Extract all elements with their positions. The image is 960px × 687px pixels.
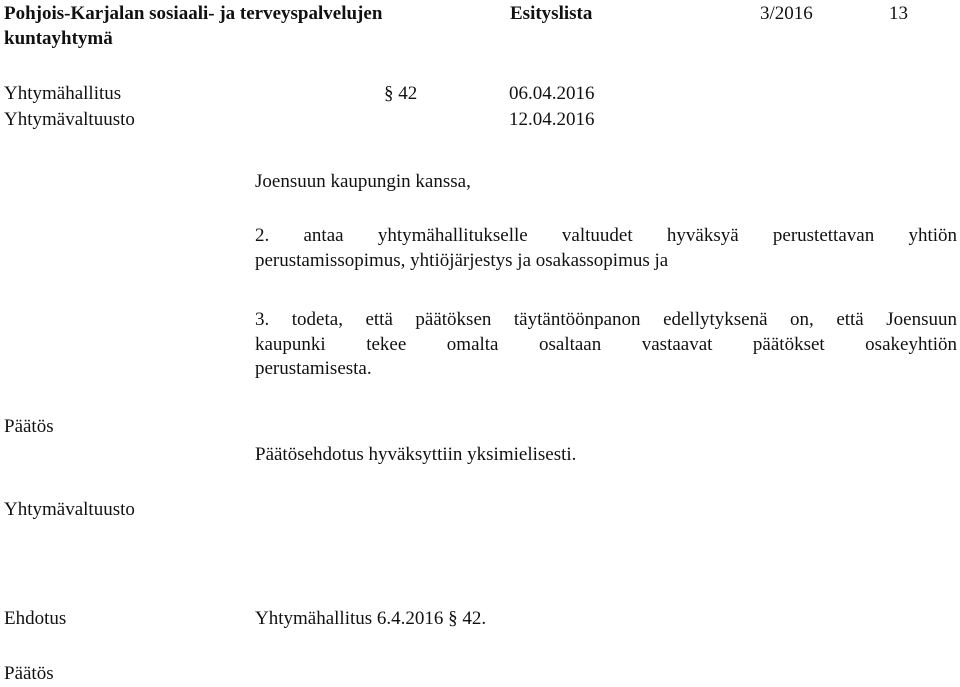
item-3-line-1: 3. todeta, että päätöksen täytäntöönpanon edellytyksenä on, että Joensuun	[255, 309, 957, 330]
decision-label-2: Päätös	[4, 663, 54, 684]
item-3-line-3: perustamisesta.	[255, 358, 372, 380]
document-type: Esityslista	[510, 3, 593, 24]
proposal-text: Yhtymähallitus 6.4.2016 § 42.	[255, 608, 487, 629]
meta-date-2: 12.04.2016	[509, 109, 595, 130]
item-3-paragraph	[255, 308, 957, 382]
council-heading: Yhtymävaltuusto	[4, 499, 135, 520]
item-2-line-2: perustamissopimus, yhtiöjärjestys ja osakassopimus ja	[255, 249, 669, 271]
meta-body-1: Yhtymähallitus	[4, 83, 122, 104]
organization-name-line1: Pohjois-Karjalan sosiaali- ja terveyspalvelujen	[4, 3, 383, 24]
item-2-line-1: 2. antaa yhtymähallitukselle valtuudet hyväksyä perustettavan yhtiön	[255, 225, 957, 246]
proposal-label: Ehdotus	[4, 608, 67, 629]
meta-date-1: 06.04.2016	[509, 83, 595, 104]
organization-name-line2: kuntayhtymä	[4, 28, 113, 49]
document-number: 3/2016	[760, 3, 813, 24]
intro-text: Joensuun kaupungin kanssa,	[255, 171, 471, 192]
page-number: 13	[889, 3, 908, 24]
meta-section-1: § 42	[384, 83, 418, 104]
item-3-line-2: kaupunki tekee omalta osaltaan vastaavat päätökset osakeyhtiön	[255, 333, 957, 355]
decision-text: Päätösehdotus hyväksyttiin yksimielisesti.	[255, 444, 577, 465]
decision-label: Päätös	[4, 416, 54, 437]
item-2-paragraph	[255, 224, 957, 273]
meta-body-2: Yhtymävaltuusto	[4, 109, 135, 130]
